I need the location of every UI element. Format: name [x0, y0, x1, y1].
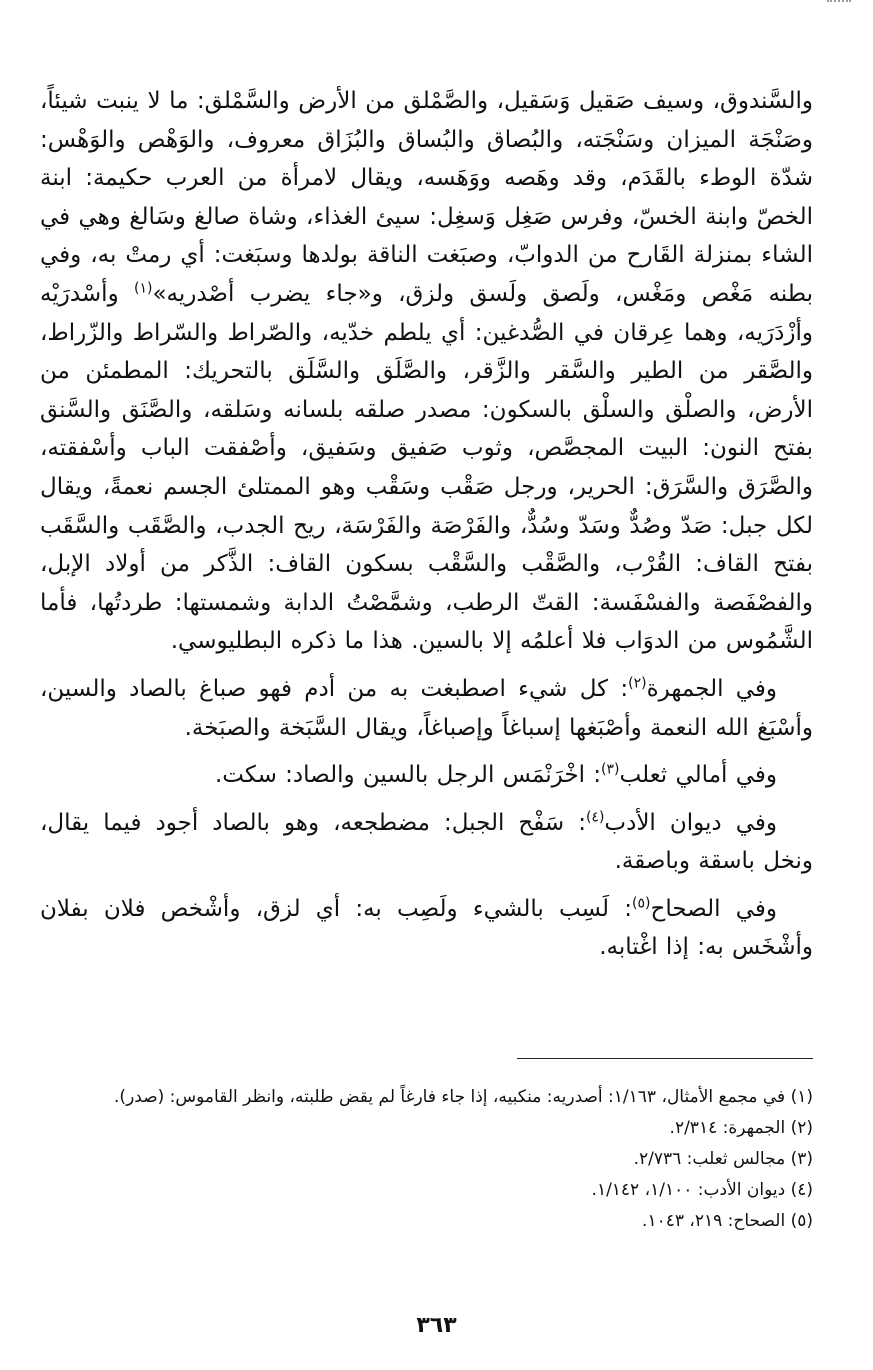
- footnote-5: (٥) الصحاح: ٢١٩، ١٠٤٣.: [642, 1211, 813, 1231]
- paragraph-5-text: : لَسِب بالشيء ولَصِب به: أي لزق، وأشْخص فلان بفلان وأشْخَس به: إذا اغْتابه.: [40, 895, 813, 961]
- paragraph-5-lead: وفي الصحاح: [650, 895, 777, 922]
- paragraph-3: [40, 756, 813, 795]
- paragraph-2-text: : كل شيء اصطبغت به من أدم فهو صباغ بالصاد والسين، وأسْبَغ الله النعمة وأصْبَغها إسباغاً وإصباغاً، ويقال السَّبَخة والصبَخة.: [40, 675, 813, 741]
- footnote-ref-2[interactable]: (٢): [628, 675, 647, 692]
- page-number: ٣٦٣: [416, 1313, 457, 1338]
- paragraph-5: [40, 890, 813, 967]
- footnote-divider: [517, 1058, 813, 1059]
- footnote-ref-1[interactable]: (١): [133, 280, 153, 297]
- scan-corner-mark: [827, 0, 851, 6]
- paragraph-1-text-b: وأسْدرَيْه وأزْدَرَيه، وهما عِرقان في الصُّدغين: أي يلطم خدّيه، والصّراط والسّراط والزّراط، والصَّقر من الطير والسَّقر والزَّقر، والصَّلَق والسَّلَق بالتحريك: المطمئن من الأرض، والصلْق والسلْق بالسكون: مصدر صلقه بلسانه وسَلقه، والصَّنَق والسَّنق بفتح النون: البيت المجصَّص، وثوب صَفيق وسَفيق، وأصْفقت الباب وأسْفقته، والصَّرَق والسَّرَق: الحرير، ورجل صَقْب وسَقْب وهو الممتلئ الجسم نعمةً، ويقال لكل جبل: صَدّ وصُدٌّ وسَدّ وسُدٌّ، والفَرْصَة والفَرْسَة، ريح الجدب، والصَّقَب والسَّقَب بفتح القاف: القُرْب، والصَّقْب والسَّقْب بسكون القاف: الذَّكر من أولاد الإبل، والفصْفَصة والفسْفَسة: القتّ الرطب، وشمَّصْتُ الدابة وشمستها: طردتُها، فأما الشَّمُوس من الدوَاب فلا أعلمُه إلا بالسين. هذا ما ذكره البطليوسي.: [40, 280, 813, 655]
- paragraph-4-text: : سَفْح الجبل: مضطجعه، وهو بالصاد أجود فيما يقال، ونخل باسقة وباصقة.: [40, 809, 813, 875]
- paragraph-3-text: : اخْرَنْمَس الرجل بالسين والصاد: سكت.: [214, 762, 602, 789]
- footnote-2: (٢) الجمهرة: ٢/٣١٤.: [669, 1118, 813, 1138]
- footnote-ref-3[interactable]: (٣): [601, 761, 620, 778]
- main-text-block: [40, 82, 813, 967]
- footnote-4: (٤) ديوان الأدب: ١/١٠٠، ١/١٤٢.: [591, 1180, 813, 1200]
- paragraph-4-lead: وفي ديوان الأدب: [604, 809, 777, 836]
- footnote-1: (١) في مجمع الأمثال، ١/١٦٣: أصدريه: منكبيه، إذا جاء فارغاً لم يقض طلبته، وانظر القاموس: (صدر).: [114, 1087, 813, 1107]
- footnotes-block: [40, 1082, 813, 1237]
- footnote-ref-5[interactable]: (٥): [632, 895, 651, 912]
- paragraph-2-lead: وفي الجمهرة: [646, 675, 778, 702]
- paragraph-4: [40, 804, 813, 881]
- footnote-ref-4[interactable]: (٤): [585, 809, 605, 826]
- footnote-3: (٣) مجالس ثعلب: ٢/٧٣٦.: [633, 1149, 813, 1169]
- paragraph-1-text-a: والسَّندوق، وسيف صَقيل وَسَقيل، والصَّمْلق من الأرض والسَّمْلق: ما لا ينبت شيئاً، وصَنْجَة الميزان وسَنْجَته، والبُصاق والبُساق والبُزَاق معروف، والوَهْص والوَهْس: شدّة الوطء بالقَدَم، وقد وهَصه ووَهَسه، ويقال لامرأة من العرب حكيمة: ابنة الخصّ وابنة الخسّ، وفرس صَغِل وَسغِل: سيئ الغذاء، وشاة صالغ وسَالغ وهي في الشاء بمنزلة القَارح من الدوابّ، وصبَغت الناقة بولدها وسبَغت: أي رمتْ به، وفي بطنه مَغْص ومَغْس، ولَصق ولَسق ولزق، و«جاء يضرب أصْدريه»: [40, 88, 813, 307]
- paragraph-1: [40, 82, 813, 661]
- paragraph-3-lead: وفي أمالي ثعلب: [619, 762, 777, 789]
- paragraph-2: [40, 670, 813, 747]
